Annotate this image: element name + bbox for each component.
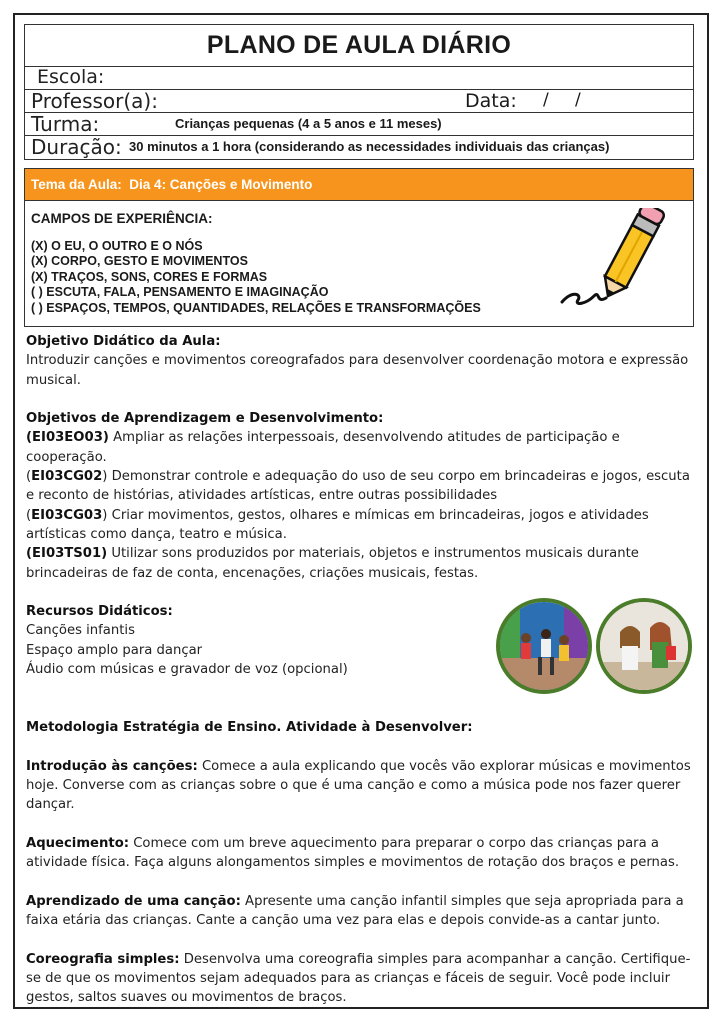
dance-photo-2 (596, 598, 692, 694)
professor-row (25, 89, 693, 112)
recurso-item: Canções infantis (26, 623, 135, 639)
objetivo-text: Introduzir canções e movimentos coreografados para desenvolver coordenação motora e expressão musical. (26, 353, 689, 388)
metodologia-step: Aquecimento: Comece com um breve aquecimento para preparar o corpo das crianças para a atividade física. Faça alguns alongamentos simples e movimentos de rotação dos braços e pernas. (26, 835, 680, 871)
professor-label: Professor(a): (31, 89, 158, 113)
tema-label: Tema da Aula: (31, 177, 122, 192)
campo-item: ( ) ESCUTA, FALA, PENSAMENTO E IMAGINAÇÃO (31, 285, 329, 300)
campo-item: ( ) ESPAÇOS, TEMPOS, QUANTIDADES, RELAÇÕES E TRANSFORMAÇÕES (31, 300, 481, 315)
metodologia-step: Introdução às canções: Comece a aula explicando que vocês vão explorar músicas e movimentos hoje. Converse com as crianças sobre o que é uma canção e como a música pode nos fazer querer dançar. (26, 758, 691, 813)
campos-list (31, 239, 481, 316)
objective-code: (EI03TS01) (26, 546, 108, 562)
metodologia-title: Metodologia Estratégia de Ensino. Atividade à Desenvolver: (26, 719, 473, 735)
dance-photo-1-image (500, 602, 588, 690)
lesson-header (24, 24, 694, 160)
date-slash-1: / (543, 90, 549, 110)
duracao-value: 30 minutos a 1 hora (considerando as necessidades individuais das crianças) (129, 139, 610, 154)
objective-code: EI03CG02 (31, 469, 103, 485)
pencil-icon (558, 208, 680, 308)
turma-value: Crianças pequenas (4 a 5 anos e 11 meses) (175, 116, 442, 131)
aprendizagem-item: (EI03CG03) Criar movimentos, gestos, olhares e mímicas em brincadeiras, jogos e atividades artísticas como dança, teatro e música. (26, 507, 649, 542)
turma-row (25, 112, 693, 135)
escola-label: Escola: (37, 66, 105, 88)
campo-item: (X) O EU, O OUTRO E O NÓS (31, 239, 203, 253)
tema-value: Dia 4: Canções e Movimento (129, 177, 313, 192)
objective-code: (EI03EO03) (26, 430, 109, 446)
recursos-title: Recursos Didáticos: (26, 604, 173, 620)
recurso-item: Áudio com músicas e gravador de voz (opcional) (26, 662, 348, 678)
objetivo-title: Objetivo Didático da Aula: (26, 334, 221, 349)
campos-title: CAMPOS DE EXPERIÊNCIA: (31, 211, 213, 226)
metodologia-step: Coreografia simples: Desenvolva uma coreografia simples para acompanhar a canção. Certifique-se de que os movimentos sejam adequados para as crianças e fáceis de seguir. Você pode incluir gestos, saltos suaves ou movimentos de braços. (26, 951, 691, 1006)
campo-item: (X) TRAÇOS, SONS, CORES E FORMAS (31, 269, 268, 284)
date-slash-2: / (575, 90, 581, 110)
duracao-label: Duração: (31, 135, 122, 159)
lesson-body (26, 332, 698, 1007)
duracao-row (25, 135, 693, 159)
recurso-item: Espaço amplo para dançar (26, 642, 203, 658)
escola-row (25, 66, 693, 89)
tema-bar (24, 168, 694, 200)
page-title: PLANO DE AULA DIÁRIO (206, 31, 512, 59)
aprendizagem-item: (EI03TS01) Utilizar sons produzidos por materiais, objetos e instrumentos musicais durante brincadeiras de faz de conta, encenações, criações musicais, festas. (26, 546, 639, 581)
aprendizagem-item: (EI03EO03) Ampliar as relações interpessoais, desenvolvendo atitudes de participação e cooperação. (26, 430, 620, 465)
data-label: Data: (465, 90, 517, 112)
dance-photo-2-image (600, 602, 688, 690)
objective-code: EI03CG03 (31, 507, 103, 523)
aprendizagem-item: (EI03CG02) Demonstrar controle e adequação do uso de seu corpo em brincadeiras e jogos, escuta e reconto de histórias, atividades artísticas, entre outras possibilidades (26, 469, 690, 504)
aprendizagem-title: Objetivos de Aprendizagem e Desenvolvimento: (26, 411, 384, 427)
turma-label: Turma: (31, 112, 100, 136)
metodologia-step: Aprendizado de uma canção: Apresente uma canção infantil simples que seja apropriada para a faixa etária das crianças. Cante a canção uma vez para elas e depois convide-as a cantar junto. (26, 893, 684, 928)
dance-photo-1 (496, 598, 592, 694)
campo-item: (X) CORPO, GESTO E MOVIMENTOS (31, 254, 248, 269)
